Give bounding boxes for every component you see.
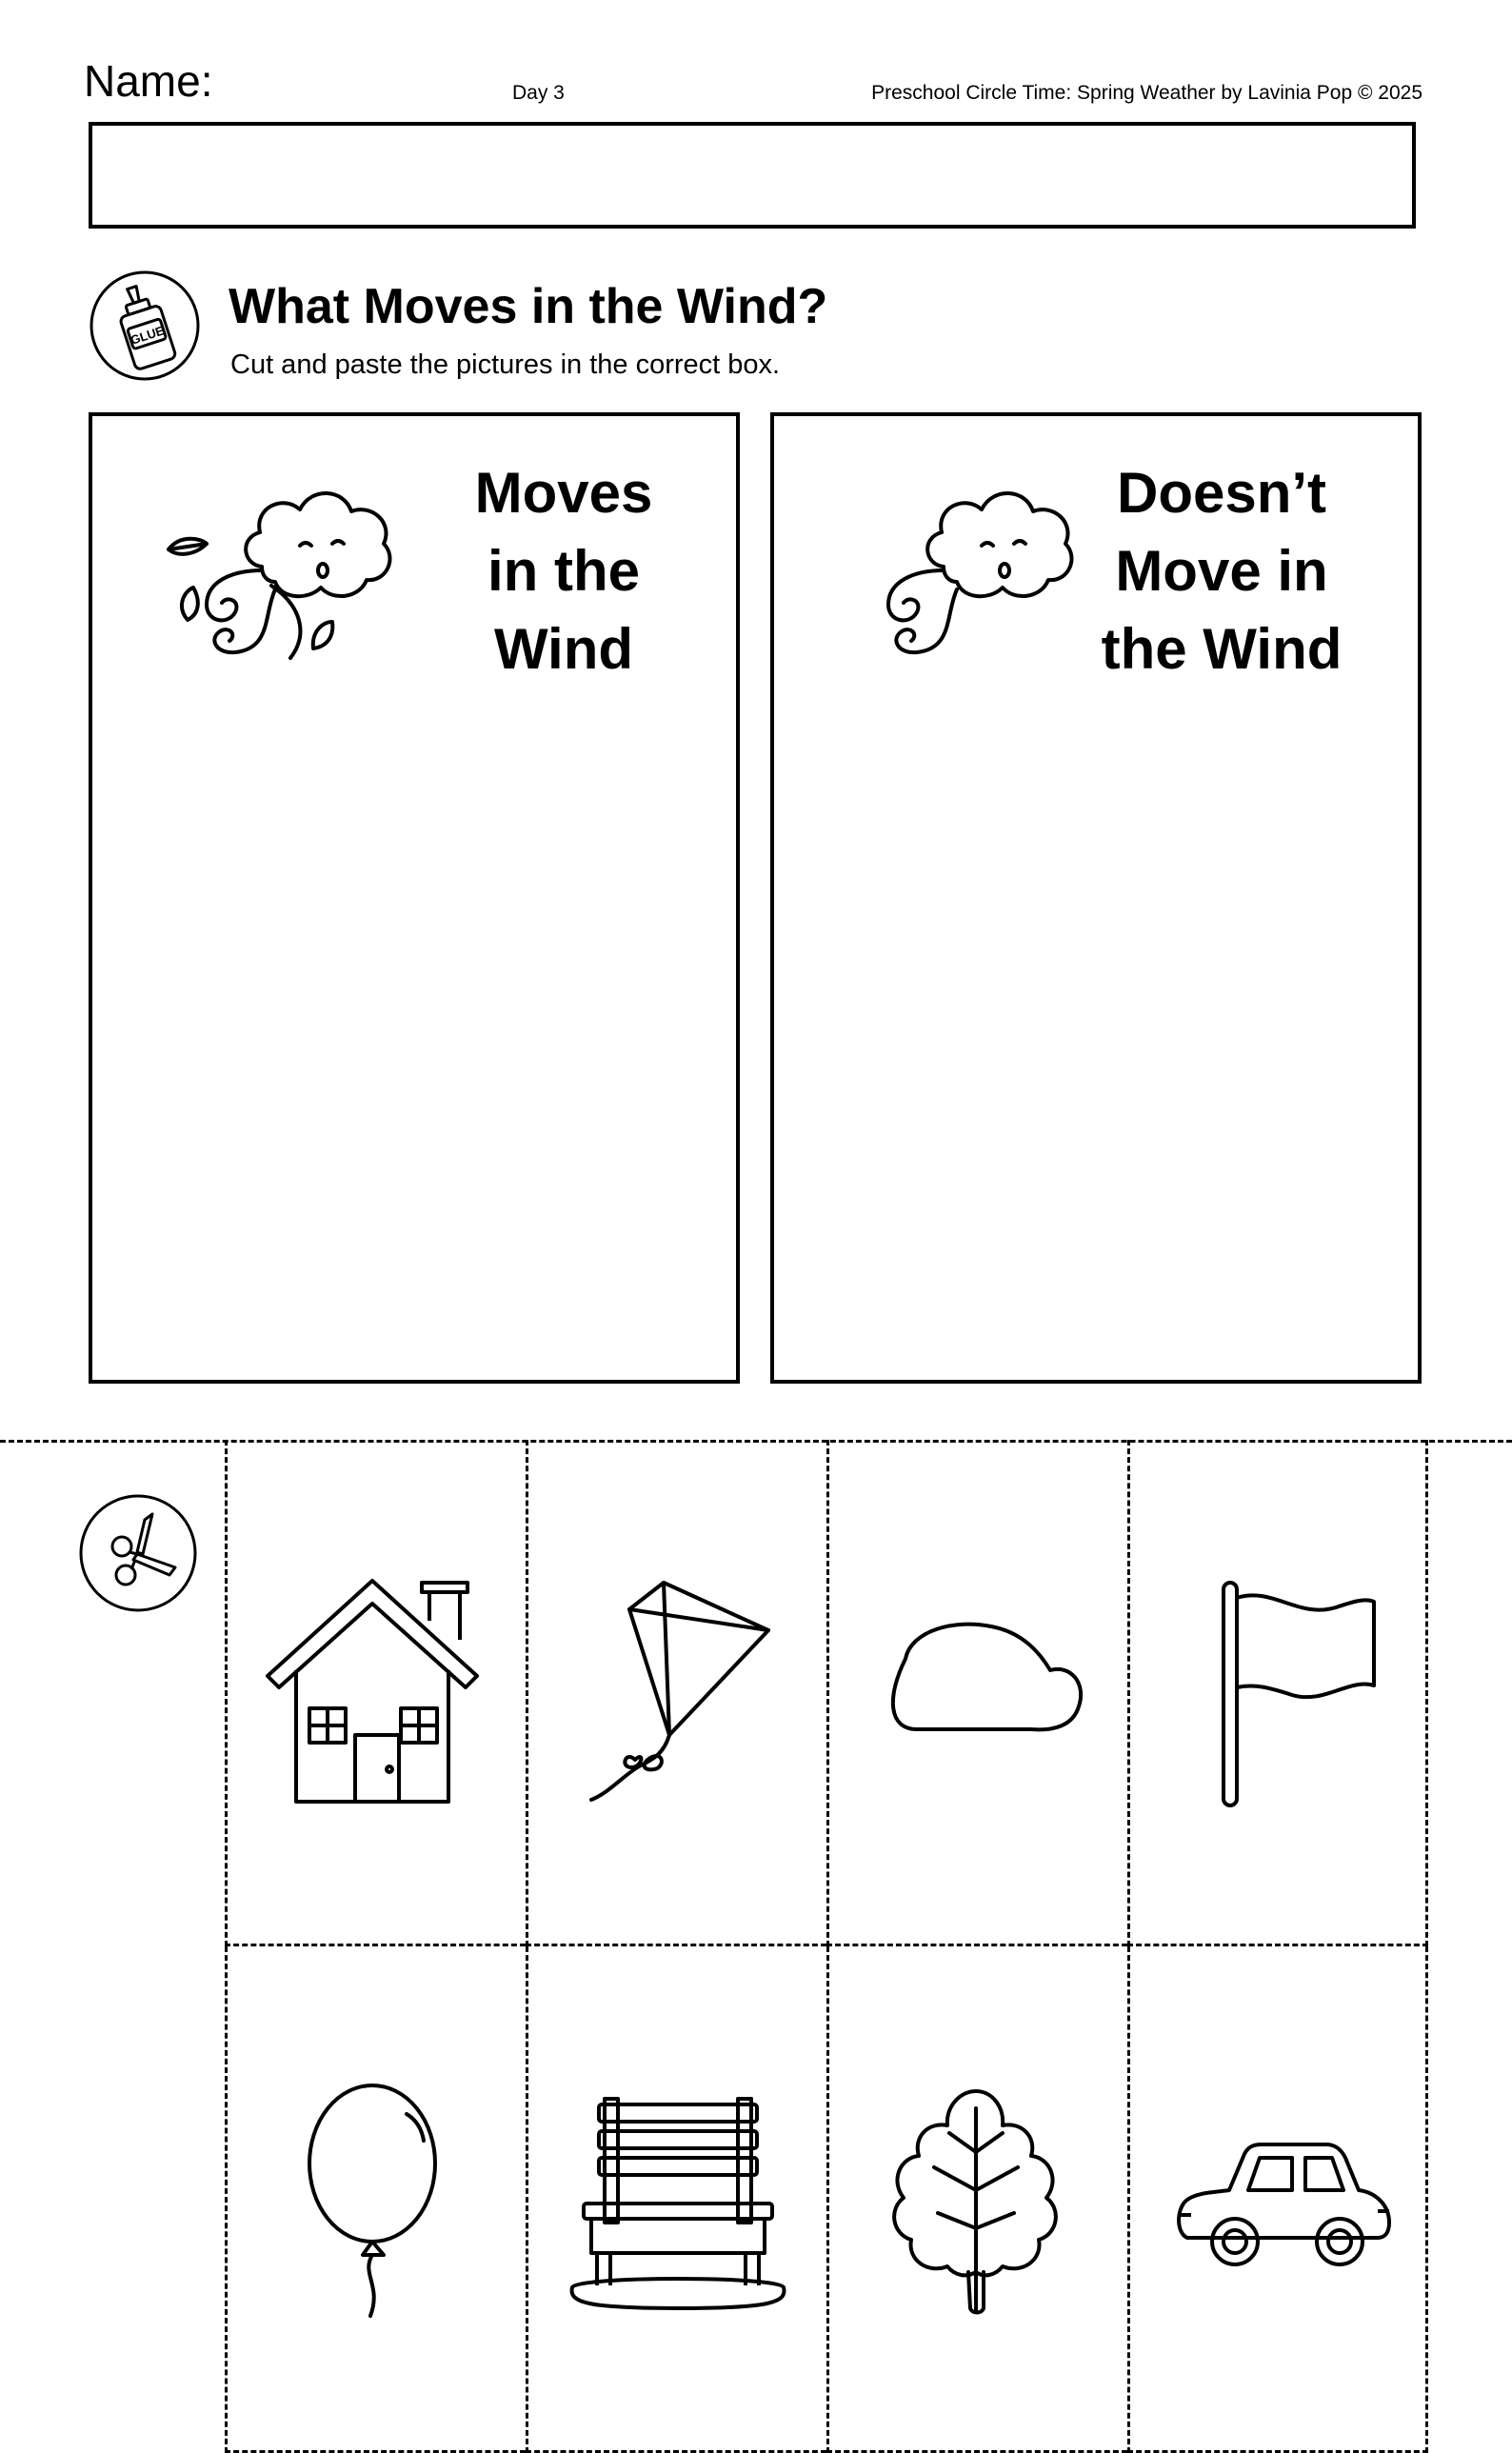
kite-icon [549,1564,806,1821]
car-icon [1149,2070,1406,2327]
activity-instructions: Cut and paste the pictures in the correct box. [230,349,781,380]
cut-out-grid [225,1440,1428,2453]
wind-cloud-with-leaves-icon [148,452,424,681]
card-balloon[interactable] [225,1946,526,2453]
flag-icon [1149,1564,1406,1821]
card-car[interactable] [1127,1946,1428,2453]
leaf-icon [850,2070,1107,2327]
card-kite[interactable] [526,1440,826,1946]
sort-box-moves[interactable] [89,412,740,1384]
rock-icon [850,1564,1107,1821]
scissors-icon [76,1491,200,1615]
card-house[interactable] [225,1440,526,1946]
name-input-box[interactable] [89,122,1416,229]
card-rock[interactable] [826,1440,1127,1946]
sort-box-doesnt-move[interactable] [770,412,1422,1384]
activity-title: What Moves in the Wind? [229,279,828,334]
name-label: Name: [84,56,213,106]
bench-icon [549,2070,806,2327]
card-leaf[interactable] [826,1946,1127,2453]
glue-label: GLUE [129,323,167,348]
house-icon [249,1564,506,1821]
sort-box-doesnt-move-title: Doesn’t Move in the Wind [1101,461,1343,681]
balloon-icon [249,2070,506,2327]
card-bench[interactable] [526,1946,826,2453]
credit-line: Preschool Circle Time: Spring Weather by Lavinia Pop © 2025 [871,82,1422,104]
glue-icon [88,269,202,383]
sort-box-moves-title: Moves in the Wind [474,461,653,681]
card-flag[interactable] [1127,1440,1428,1946]
day-label: Day 3 [512,82,565,104]
